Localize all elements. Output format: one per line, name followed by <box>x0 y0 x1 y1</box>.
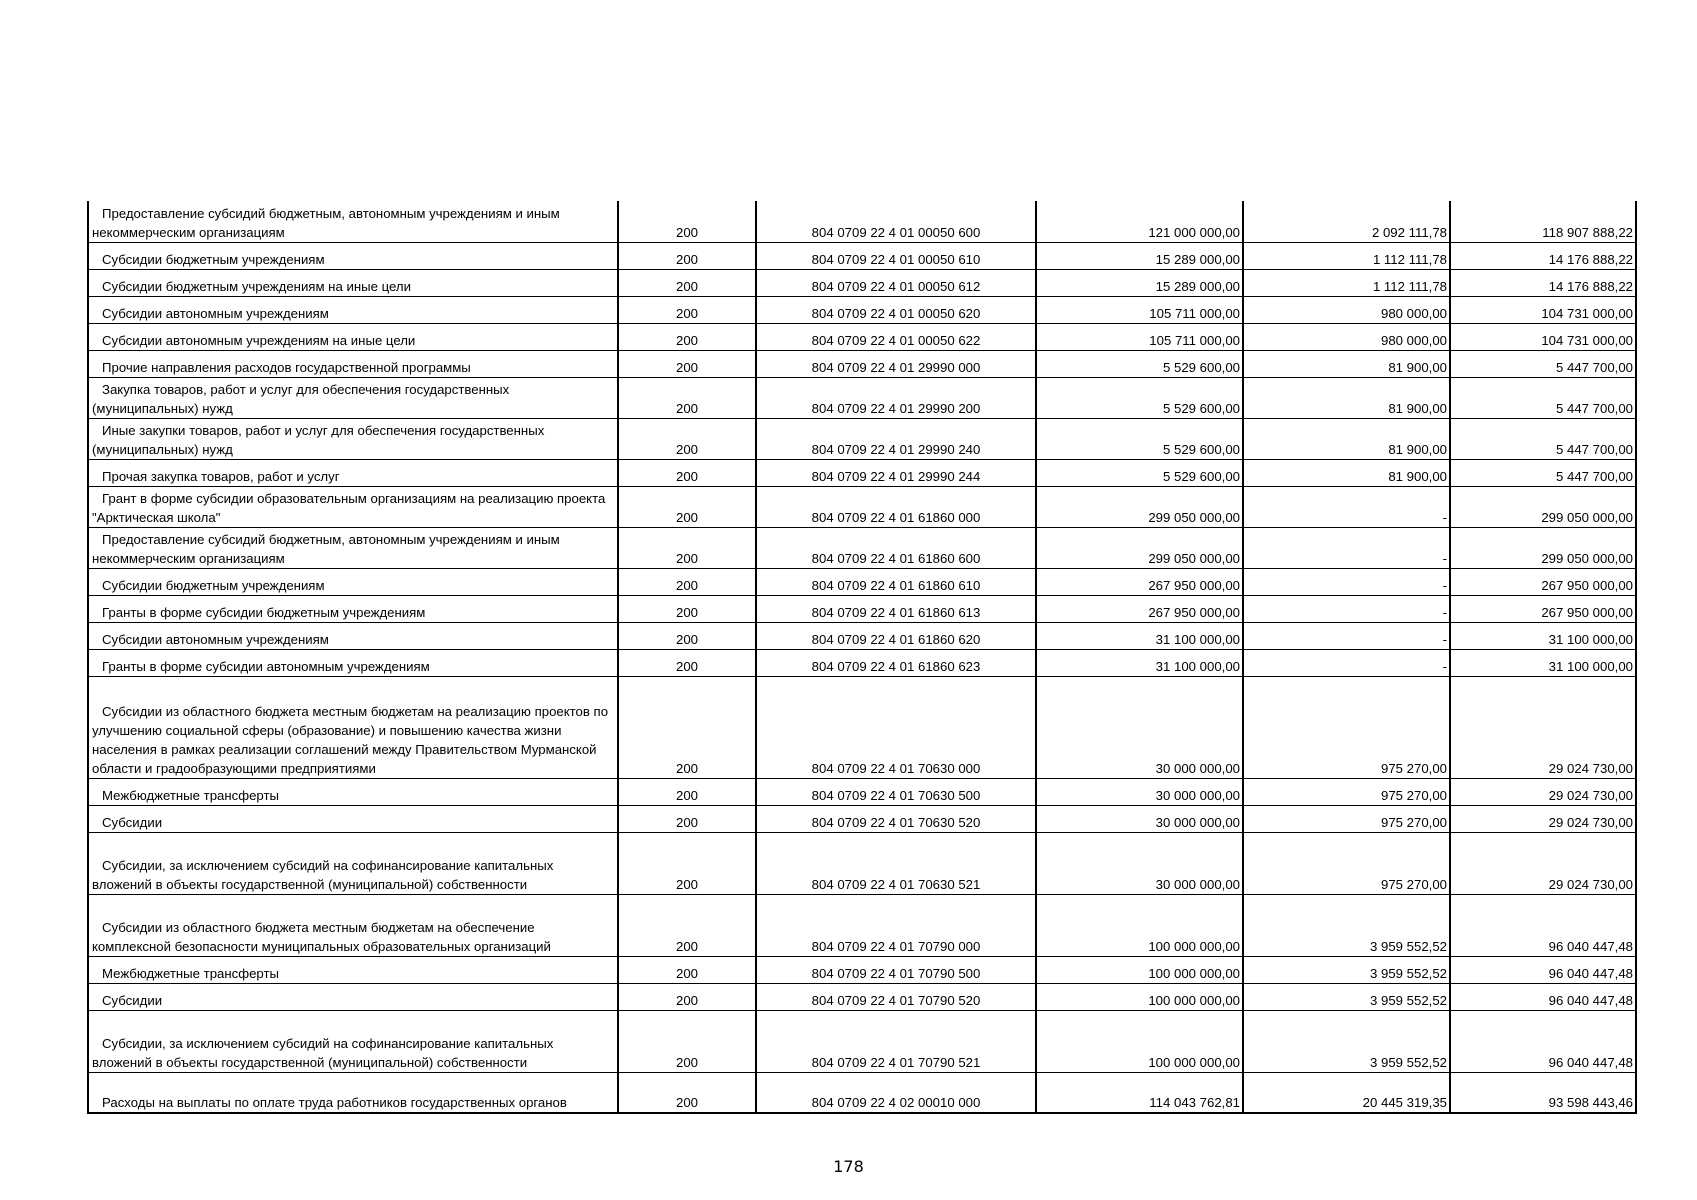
cell-executed: - <box>1243 622 1450 649</box>
cell-executed: 980 000,00 <box>1243 323 1450 350</box>
cell-executed: 20 445 319,35 <box>1243 1072 1450 1113</box>
table-row <box>88 622 1636 649</box>
cell-unexecuted: 29 024 730,00 <box>1450 676 1636 778</box>
cell-approved: 105 711 000,00 <box>1036 323 1243 350</box>
cell-code: 200 <box>618 568 756 595</box>
row-name-text: Гранты в форме субсидии бюджетным учреждениям <box>102 604 426 620</box>
cell-code: 200 <box>618 201 756 242</box>
cell-approved: 30 000 000,00 <box>1036 676 1243 778</box>
cell-executed: 975 270,00 <box>1243 676 1450 778</box>
cell-name <box>88 486 618 527</box>
cell-unexecuted: 96 040 447,48 <box>1450 983 1636 1010</box>
row-name-text: Субсидии бюджетным учреждениям <box>102 577 325 593</box>
cell-approved: 31 100 000,00 <box>1036 622 1243 649</box>
cell-name <box>88 1072 618 1113</box>
cell-approved: 15 289 000,00 <box>1036 269 1243 296</box>
row-name-text: Субсидии автономным учреждениям <box>102 631 329 647</box>
cell-executed: 3 959 552,52 <box>1243 983 1450 1010</box>
row-name-text: Межбюджетные трансферты <box>102 965 279 981</box>
cell-classification: 804 0709 22 4 01 61860 613 <box>756 595 1036 622</box>
cell-name <box>88 1010 618 1072</box>
cell-approved: 5 529 600,00 <box>1036 418 1243 459</box>
cell-unexecuted: 14 176 888,22 <box>1450 269 1636 296</box>
table-row <box>88 201 1636 242</box>
cell-code: 200 <box>618 418 756 459</box>
cell-code: 200 <box>618 377 756 418</box>
cell-name <box>88 350 618 377</box>
cell-classification: 804 0709 22 4 01 61860 000 <box>756 486 1036 527</box>
cell-code: 200 <box>618 1010 756 1072</box>
cell-code: 200 <box>618 527 756 568</box>
cell-executed: 3 959 552,52 <box>1243 956 1450 983</box>
table-row <box>88 459 1636 486</box>
table-body <box>88 201 1636 1113</box>
cell-unexecuted: 267 950 000,00 <box>1450 568 1636 595</box>
cell-unexecuted: 29 024 730,00 <box>1450 832 1636 894</box>
row-name-text: Субсидии автономным учреждениям <box>102 305 329 321</box>
table-row <box>88 527 1636 568</box>
cell-unexecuted: 104 731 000,00 <box>1450 296 1636 323</box>
cell-approved: 114 043 762,81 <box>1036 1072 1243 1113</box>
cell-unexecuted: 31 100 000,00 <box>1450 622 1636 649</box>
cell-code: 200 <box>618 459 756 486</box>
table-row <box>88 649 1636 676</box>
table-row <box>88 350 1636 377</box>
table-row <box>88 418 1636 459</box>
cell-name <box>88 323 618 350</box>
row-name-text: Субсидии <box>102 814 163 830</box>
cell-approved: 15 289 000,00 <box>1036 242 1243 269</box>
cell-code: 200 <box>618 486 756 527</box>
row-name-text: Субсидии из областного бюджета местным бюджетам на реализацию проектов по улучшению социальной сферы (образование) и повышению качества жизни населения в рамках реализации соглашений между Правительством Мурманской области и градообразующими предприятиями <box>92 703 609 776</box>
cell-classification: 804 0709 22 4 01 61860 600 <box>756 527 1036 568</box>
row-name-text: Предоставление субсидий бюджетным, автономным учреждениям и иным некоммерческим организациям <box>92 205 560 240</box>
cell-approved: 105 711 000,00 <box>1036 296 1243 323</box>
cell-code: 200 <box>618 595 756 622</box>
row-name-text: Субсидии автономным учреждениям на иные цели <box>102 332 416 348</box>
cell-approved: 30 000 000,00 <box>1036 832 1243 894</box>
table-row <box>88 377 1636 418</box>
table-row <box>88 832 1636 894</box>
cell-name <box>88 676 618 778</box>
table-row <box>88 568 1636 595</box>
cell-classification: 804 0709 22 4 01 70630 500 <box>756 778 1036 805</box>
cell-executed: - <box>1243 568 1450 595</box>
cell-executed: 1 112 111,78 <box>1243 269 1450 296</box>
cell-classification: 804 0709 22 4 01 70790 521 <box>756 1010 1036 1072</box>
cell-code: 200 <box>618 983 756 1010</box>
table-row <box>88 778 1636 805</box>
cell-code: 200 <box>618 649 756 676</box>
cell-unexecuted: 14 176 888,22 <box>1450 242 1636 269</box>
cell-name <box>88 568 618 595</box>
table-row <box>88 486 1636 527</box>
cell-classification: 804 0709 22 4 01 70790 000 <box>756 894 1036 956</box>
cell-unexecuted: 96 040 447,48 <box>1450 1010 1636 1072</box>
cell-approved: 5 529 600,00 <box>1036 459 1243 486</box>
cell-classification: 804 0709 22 4 01 00050 610 <box>756 242 1036 269</box>
row-name-text: Гранты в форме субсидии автономным учреждениям <box>102 658 430 674</box>
table-row <box>88 1072 1636 1113</box>
cell-approved: 100 000 000,00 <box>1036 894 1243 956</box>
cell-approved: 121 000 000,00 <box>1036 201 1243 242</box>
cell-executed: 81 900,00 <box>1243 350 1450 377</box>
cell-code: 200 <box>618 622 756 649</box>
cell-classification: 804 0709 22 4 01 70630 521 <box>756 832 1036 894</box>
cell-unexecuted: 299 050 000,00 <box>1450 486 1636 527</box>
cell-name <box>88 956 618 983</box>
cell-name <box>88 649 618 676</box>
cell-executed: 975 270,00 <box>1243 805 1450 832</box>
cell-code: 200 <box>618 832 756 894</box>
cell-code: 200 <box>618 242 756 269</box>
row-name-text: Межбюджетные трансферты <box>102 787 279 803</box>
cell-unexecuted: 93 598 443,46 <box>1450 1072 1636 1113</box>
table-row <box>88 983 1636 1010</box>
cell-unexecuted: 104 731 000,00 <box>1450 323 1636 350</box>
row-name-text: Субсидии бюджетным учреждениям на иные цели <box>102 278 411 294</box>
cell-unexecuted: 29 024 730,00 <box>1450 805 1636 832</box>
cell-name <box>88 377 618 418</box>
cell-code: 200 <box>618 296 756 323</box>
cell-executed: 3 959 552,52 <box>1243 1010 1450 1072</box>
table-row <box>88 323 1636 350</box>
cell-approved: 30 000 000,00 <box>1036 778 1243 805</box>
table-row <box>88 1010 1636 1072</box>
cell-unexecuted: 5 447 700,00 <box>1450 350 1636 377</box>
cell-name <box>88 418 618 459</box>
cell-code: 200 <box>618 1072 756 1113</box>
cell-approved: 100 000 000,00 <box>1036 983 1243 1010</box>
cell-name <box>88 459 618 486</box>
row-name-text: Предоставление субсидий бюджетным, автономным учреждениям и иным некоммерческим организациям <box>92 531 560 566</box>
cell-executed: 980 000,00 <box>1243 296 1450 323</box>
table-row <box>88 676 1636 778</box>
row-name-text: Грант в форме субсидии образовательным организациям на реализацию проекта "Арктическая школа" <box>92 490 606 525</box>
table-row <box>88 595 1636 622</box>
table-row <box>88 269 1636 296</box>
cell-name <box>88 595 618 622</box>
cell-approved: 299 050 000,00 <box>1036 486 1243 527</box>
table-row <box>88 956 1636 983</box>
cell-classification: 804 0709 22 4 01 70630 520 <box>756 805 1036 832</box>
cell-unexecuted: 5 447 700,00 <box>1450 377 1636 418</box>
cell-classification: 804 0709 22 4 01 29990 244 <box>756 459 1036 486</box>
cell-executed: 975 270,00 <box>1243 778 1450 805</box>
cell-unexecuted: 299 050 000,00 <box>1450 527 1636 568</box>
table-row <box>88 805 1636 832</box>
row-name-text: Закупка товаров, работ и услуг для обеспечения государственных (муниципальных) нужд <box>92 381 510 416</box>
cell-name <box>88 527 618 568</box>
cell-classification: 804 0709 22 4 01 00050 622 <box>756 323 1036 350</box>
cell-name <box>88 778 618 805</box>
cell-name <box>88 894 618 956</box>
cell-code: 200 <box>618 805 756 832</box>
cell-classification: 804 0709 22 4 01 29990 240 <box>756 418 1036 459</box>
table-row <box>88 894 1636 956</box>
cell-approved: 100 000 000,00 <box>1036 1010 1243 1072</box>
row-name-text: Прочие направления расходов государственной программы <box>102 359 471 375</box>
cell-classification: 804 0709 22 4 01 61860 623 <box>756 649 1036 676</box>
row-name-text: Субсидии, за исключением субсидий на софинансирование капитальных вложений в объекты государственной (муниципальной) собственности <box>92 857 554 892</box>
cell-classification: 804 0709 22 4 01 00050 600 <box>756 201 1036 242</box>
cell-executed: 975 270,00 <box>1243 832 1450 894</box>
cell-approved: 30 000 000,00 <box>1036 805 1243 832</box>
cell-executed: 81 900,00 <box>1243 377 1450 418</box>
cell-name <box>88 983 618 1010</box>
cell-unexecuted: 118 907 888,22 <box>1450 201 1636 242</box>
row-name-text: Прочая закупка товаров, работ и услуг <box>102 468 340 484</box>
cell-classification: 804 0709 22 4 01 61860 610 <box>756 568 1036 595</box>
cell-approved: 5 529 600,00 <box>1036 350 1243 377</box>
cell-classification: 804 0709 22 4 02 00010 000 <box>756 1072 1036 1113</box>
cell-name <box>88 805 618 832</box>
cell-unexecuted: 96 040 447,48 <box>1450 956 1636 983</box>
cell-name <box>88 296 618 323</box>
row-name-text: Субсидии из областного бюджета местным бюджетам на обеспечение комплексной безопасности муниципальных образовательных организаций <box>92 919 551 954</box>
table-row <box>88 296 1636 323</box>
row-name-text: Субсидии, за исключением субсидий на софинансирование капитальных вложений в объекты государственной (муниципальной) собственности <box>92 1035 554 1070</box>
cell-executed: - <box>1243 649 1450 676</box>
cell-unexecuted: 29 024 730,00 <box>1450 778 1636 805</box>
row-name-text: Субсидии <box>102 992 163 1008</box>
cell-classification: 804 0709 22 4 01 29990 000 <box>756 350 1036 377</box>
cell-executed: - <box>1243 595 1450 622</box>
cell-code: 200 <box>618 956 756 983</box>
cell-name <box>88 242 618 269</box>
cell-classification: 804 0709 22 4 01 00050 620 <box>756 296 1036 323</box>
cell-unexecuted: 31 100 000,00 <box>1450 649 1636 676</box>
cell-executed: - <box>1243 486 1450 527</box>
cell-classification: 804 0709 22 4 01 29990 200 <box>756 377 1036 418</box>
cell-approved: 100 000 000,00 <box>1036 956 1243 983</box>
cell-code: 200 <box>618 269 756 296</box>
cell-approved: 267 950 000,00 <box>1036 595 1243 622</box>
cell-classification: 804 0709 22 4 01 00050 612 <box>756 269 1036 296</box>
cell-approved: 5 529 600,00 <box>1036 377 1243 418</box>
table-row <box>88 242 1636 269</box>
cell-name <box>88 622 618 649</box>
budget-execution-table <box>87 201 1637 1114</box>
row-name-text: Субсидии бюджетным учреждениям <box>102 251 325 267</box>
cell-code: 200 <box>618 894 756 956</box>
cell-code: 200 <box>618 676 756 778</box>
cell-approved: 267 950 000,00 <box>1036 568 1243 595</box>
cell-executed: - <box>1243 527 1450 568</box>
cell-code: 200 <box>618 778 756 805</box>
cell-executed: 81 900,00 <box>1243 418 1450 459</box>
row-name-text: Иные закупки товаров, работ и услуг для обеспечения государственных (муниципальных) нужд <box>92 422 545 457</box>
row-name-text: Расходы на выплаты по оплате труда работников государственных органов <box>102 1095 567 1110</box>
cell-name <box>88 832 618 894</box>
cell-classification: 804 0709 22 4 01 70790 500 <box>756 956 1036 983</box>
cell-unexecuted: 96 040 447,48 <box>1450 894 1636 956</box>
cell-code: 200 <box>618 350 756 377</box>
cell-executed: 81 900,00 <box>1243 459 1450 486</box>
page-number: 178 <box>833 1157 864 1176</box>
cell-code: 200 <box>618 323 756 350</box>
cell-unexecuted: 267 950 000,00 <box>1450 595 1636 622</box>
cell-classification: 804 0709 22 4 01 70630 000 <box>756 676 1036 778</box>
cell-approved: 299 050 000,00 <box>1036 527 1243 568</box>
cell-unexecuted: 5 447 700,00 <box>1450 459 1636 486</box>
cell-executed: 3 959 552,52 <box>1243 894 1450 956</box>
cell-executed: 1 112 111,78 <box>1243 242 1450 269</box>
cell-classification: 804 0709 22 4 01 61860 620 <box>756 622 1036 649</box>
cell-name <box>88 201 618 242</box>
cell-unexecuted: 5 447 700,00 <box>1450 418 1636 459</box>
cell-approved: 31 100 000,00 <box>1036 649 1243 676</box>
cell-name <box>88 269 618 296</box>
cell-classification: 804 0709 22 4 01 70790 520 <box>756 983 1036 1010</box>
cell-executed: 2 092 111,78 <box>1243 201 1450 242</box>
